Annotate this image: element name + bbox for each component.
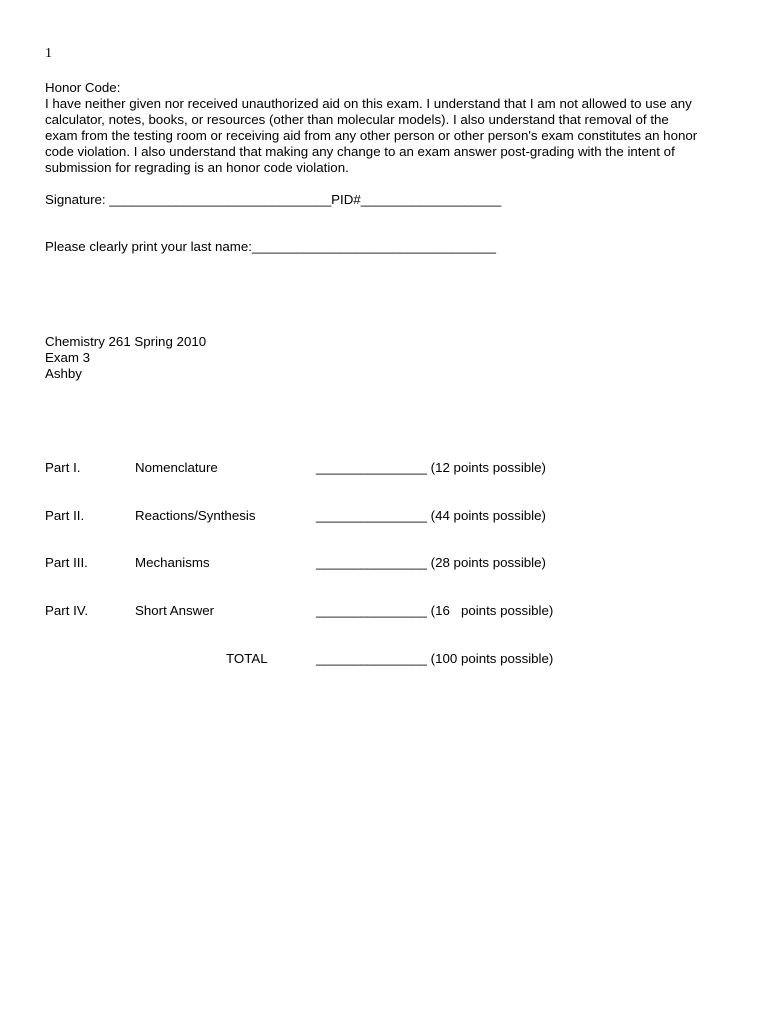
part-label: Part IV. [45, 603, 89, 618]
points-possible: (16 points possible) [430, 603, 554, 618]
honor-code-line: code violation. I also understand that making any change to an exam answer post-grading with the intent of [45, 144, 675, 159]
score-blank-underline: _______________ [316, 555, 427, 570]
score-blank [316, 651, 553, 667]
score-row-total [0, 651, 768, 667]
score-row-part-2 [0, 508, 768, 524]
score-blank [316, 460, 546, 476]
score-blank-underline: _______________ [316, 460, 427, 475]
score-row-part-3 [0, 555, 768, 571]
honor-code-line: I have neither given nor received unauthorized aid on this exam. I understand that I am not allowed to use any [45, 96, 692, 111]
points-possible: (100 points possible) [430, 651, 554, 666]
honor-code-body [45, 96, 735, 176]
instructor-name: Ashby [45, 366, 82, 381]
part-label: Part II. [45, 508, 85, 523]
score-blank-underline: _______________ [316, 603, 427, 618]
points-possible: (28 points possible) [430, 555, 546, 570]
total-label: TOTAL [226, 651, 268, 666]
score-blank-underline: _______________ [316, 508, 427, 523]
score-blank [316, 508, 546, 524]
score-blank [316, 603, 553, 619]
points-possible: (12 points possible) [430, 460, 546, 475]
part-topic: Nomenclature [135, 460, 218, 475]
part-topic: Mechanisms [135, 555, 210, 570]
honor-code-title: Honor Code: [45, 80, 121, 95]
honor-code-line: submission for regrading is an honor code violation. [45, 160, 349, 175]
part-label: Part III. [45, 555, 88, 570]
course-info [45, 334, 206, 382]
score-blank [316, 555, 546, 571]
honor-code-line: calculator, notes, books, or resources (other than molecular models). I also understand that removal of the [45, 112, 669, 127]
part-label: Part I. [45, 460, 81, 475]
score-row-part-4 [0, 603, 768, 619]
part-topic: Reactions/Synthesis [135, 508, 256, 523]
page-number: 1 [45, 46, 52, 61]
course-name: Chemistry 261 Spring 2010 [45, 334, 207, 349]
last-name-line: Please clearly print your last name:_________________________________ [45, 239, 496, 254]
signature-pid-line: Signature: ______________________________PID#___________________ [45, 192, 502, 207]
score-blank-underline: _______________ [316, 651, 427, 666]
part-topic: Short Answer [135, 603, 215, 618]
score-row-part-1 [0, 460, 768, 476]
honor-code-line: exam from the testing room or receiving aid from any other person or other person's exam constitutes an honor [45, 128, 698, 143]
points-possible: (44 points possible) [430, 508, 546, 523]
exam-number: Exam 3 [45, 350, 91, 365]
